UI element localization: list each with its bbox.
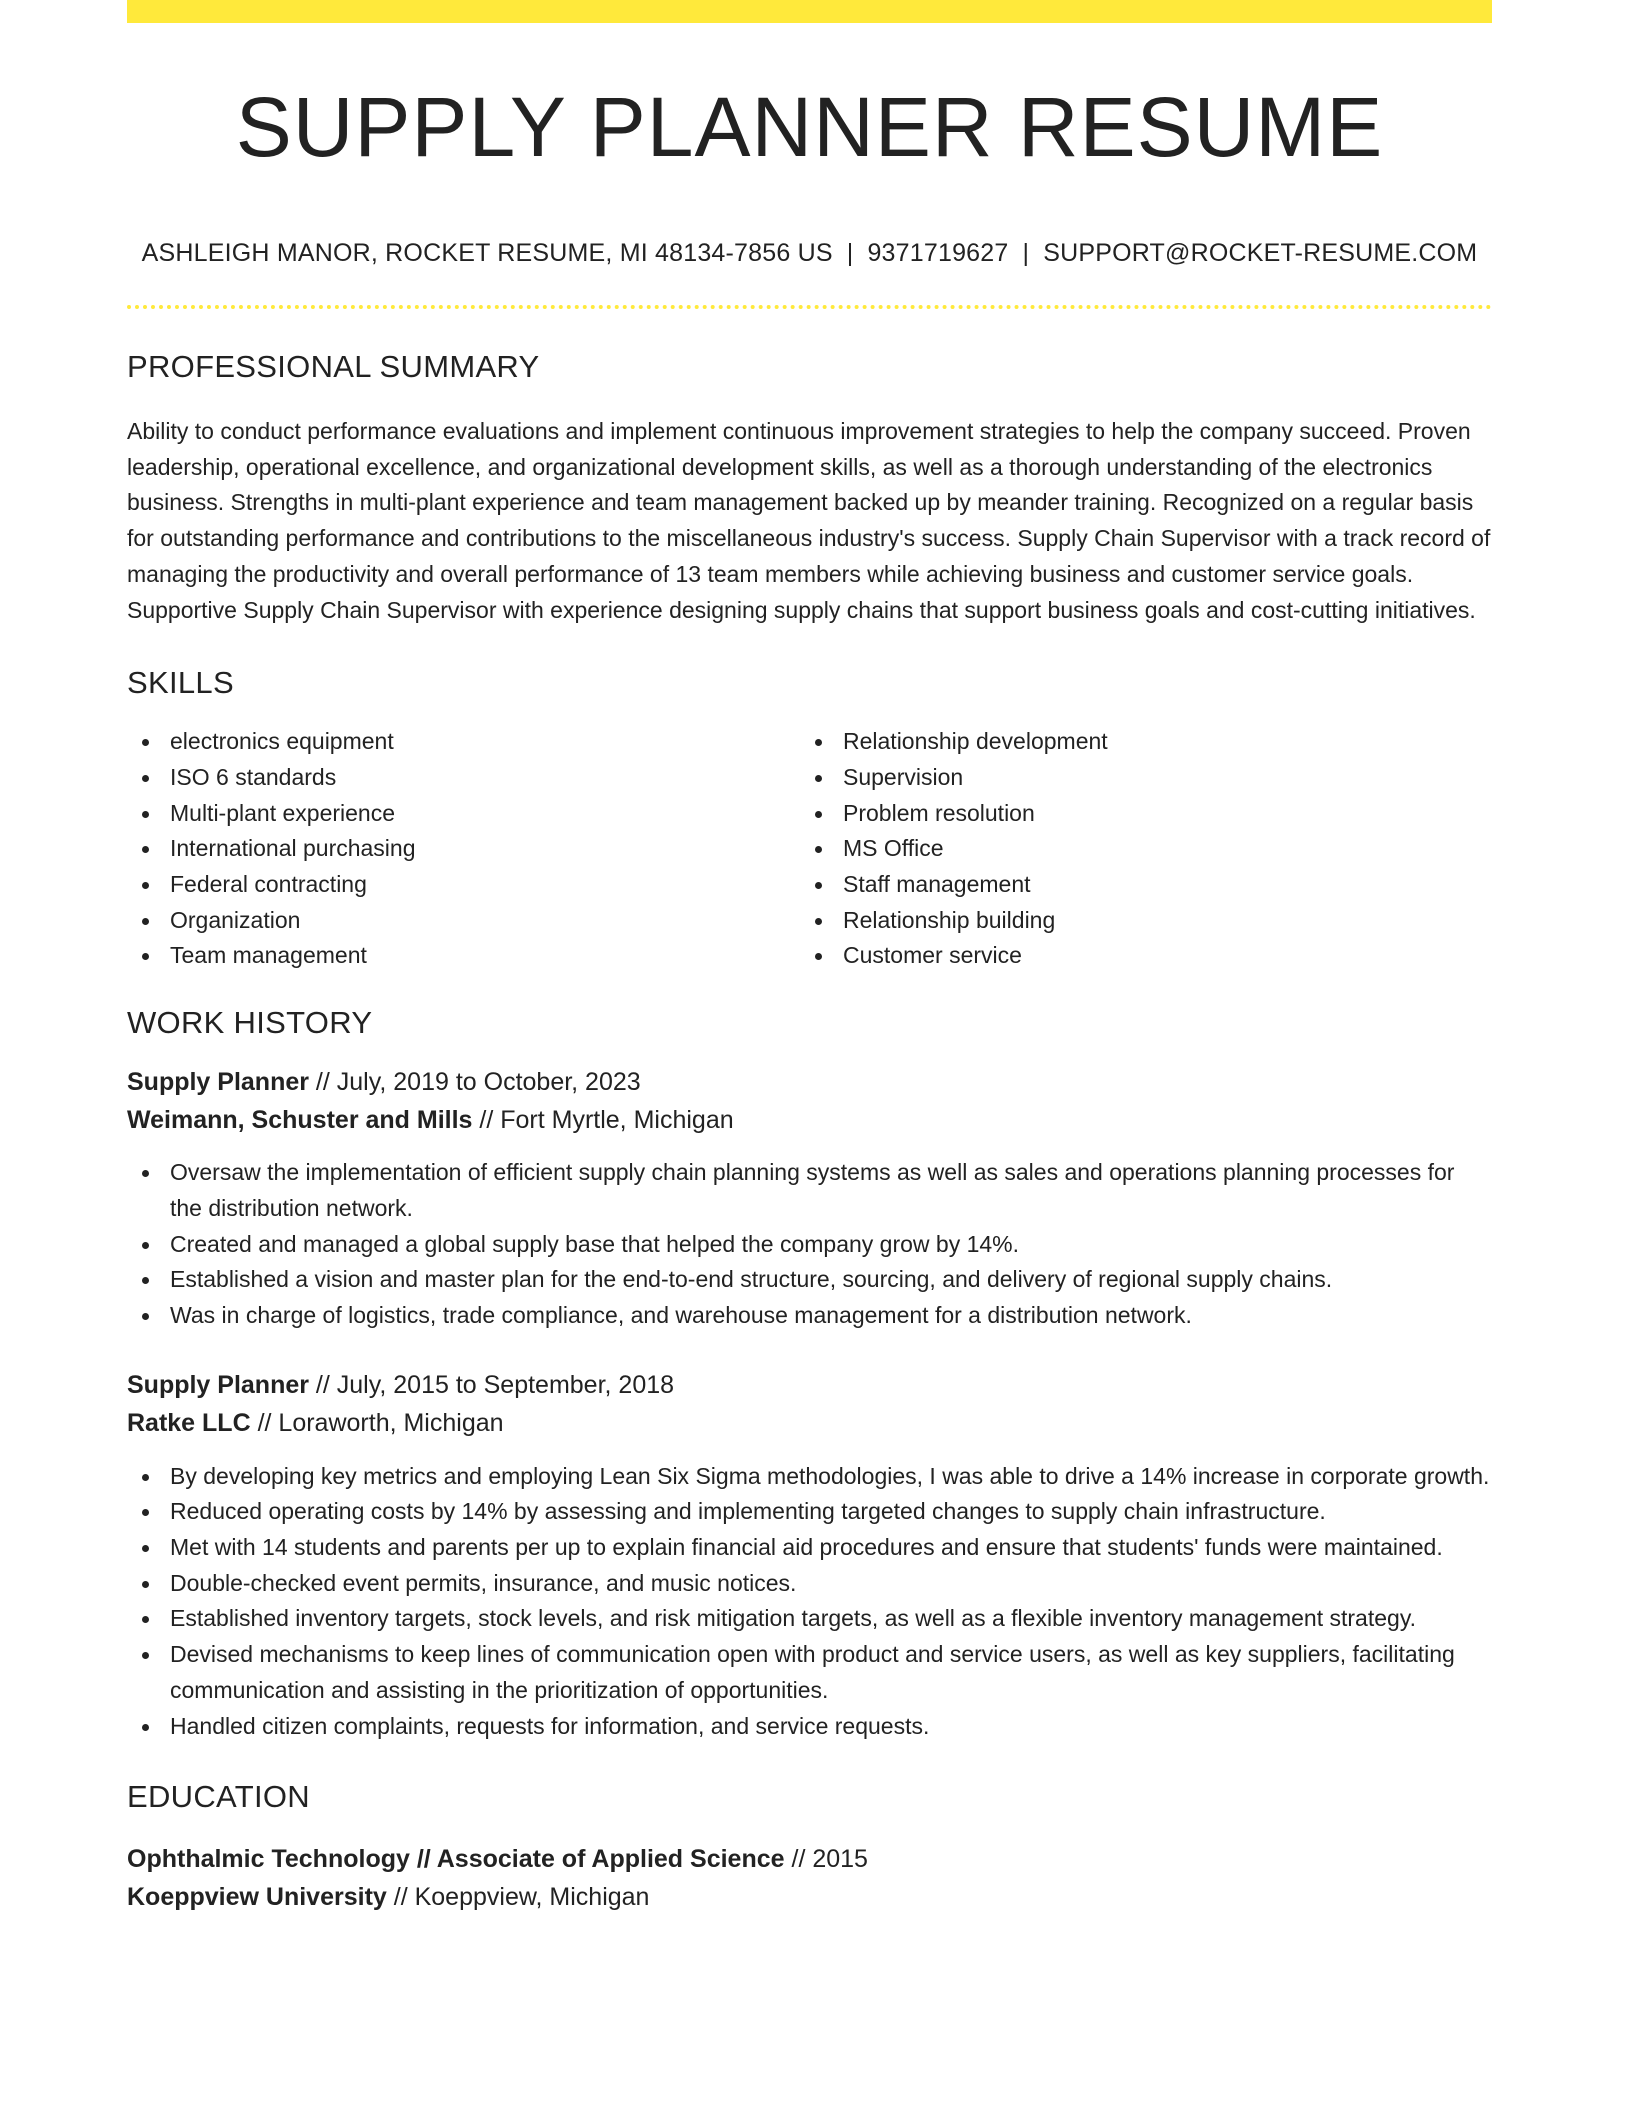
contact-email: SUPPORT@ROCKET-RESUME.COM — [1043, 239, 1478, 267]
job-company: Ratke LLC — [127, 1408, 251, 1437]
skill-item: Team management — [127, 938, 800, 974]
skill-item: Relationship development — [800, 724, 1473, 760]
job-title: Supply Planner — [127, 1068, 309, 1097]
work-history-heading: WORK HISTORY — [127, 1005, 373, 1041]
job-bullet: Double-checked event permits, insurance, and music notices. — [127, 1566, 1492, 1602]
education-school: Koeppview University — [127, 1883, 387, 1912]
skills-left-list — [127, 724, 800, 974]
job-bullet: Oversaw the implementation of efficient supply chain planning systems as well as sales and operations planning processes for the distribution network. — [127, 1155, 1492, 1226]
job-company-line — [127, 1101, 1492, 1139]
skill-item: Multi-plant experience — [127, 796, 800, 832]
skill-item: ISO 6 standards — [127, 760, 800, 796]
job-title-line — [127, 1366, 1492, 1404]
contact-separator: | — [846, 239, 854, 267]
contact-separator: | — [1022, 239, 1030, 267]
job-dates: // July, 2015 to September, 2018 — [308, 1370, 675, 1399]
dotted-divider — [127, 305, 1492, 309]
job-company: Weimann, Schuster and Mills — [127, 1106, 473, 1135]
job-dates: // July, 2019 to October, 2023 — [308, 1068, 641, 1097]
job-bullet: Established inventory targets, stock levels, and risk mitigation targets, as well as a flexible inventory management strategy. — [127, 1601, 1492, 1637]
job-bullet: Met with 14 students and parents per up to explain financial aid procedures and ensure that students' funds were maintained. — [127, 1530, 1492, 1566]
skill-item: Relationship building — [800, 903, 1473, 939]
skills-heading: SKILLS — [127, 665, 234, 701]
top-accent-bar — [127, 0, 1492, 23]
skill-item: Federal contracting — [127, 867, 800, 903]
education-school-line — [127, 1878, 1492, 1916]
job-bullet: Reduced operating costs by 14% by assessing and implementing targeted changes to supply chain infrastructure. — [127, 1494, 1492, 1530]
resume-title: SUPPLY PLANNER RESUME — [235, 80, 1384, 174]
skill-item: Customer service — [800, 938, 1473, 974]
education-year: // 2015 — [784, 1845, 868, 1874]
skill-item: International purchasing — [127, 831, 800, 867]
job-location: // Fort Myrtle, Michigan — [472, 1106, 734, 1135]
skill-item: Organization — [127, 903, 800, 939]
job-bullet: Created and managed a global supply base that helped the company grow by 14%. — [127, 1227, 1492, 1263]
job-bullet: Was in charge of logistics, trade compliance, and warehouse management for a distribution network. — [127, 1298, 1492, 1334]
skill-item: MS Office — [800, 831, 1473, 867]
resume-page — [127, 0, 1492, 1916]
education-heading: EDUCATION — [127, 1779, 310, 1815]
job-bullets — [127, 1155, 1492, 1334]
job-bullet: Devised mechanisms to keep lines of communication open with product and service users, as well as key suppliers, facilitating communication and assisting in the prioritization of opportunities. — [127, 1637, 1492, 1708]
skill-item: Supervision — [800, 760, 1473, 796]
contact-phone: 9371719627 — [867, 239, 1009, 267]
job-bullet: Handled citizen complaints, requests for information, and service requests. — [127, 1709, 1492, 1745]
job-bullets — [127, 1459, 1492, 1745]
skills-right-list — [800, 724, 1473, 974]
contact-line — [127, 241, 1492, 266]
skill-item: Staff management — [800, 867, 1473, 903]
job-company-line — [127, 1404, 1492, 1442]
summary-heading: PROFESSIONAL SUMMARY — [127, 349, 540, 384]
education-degree: Ophthalmic Technology // Associate of Applied Science — [127, 1845, 785, 1874]
job-location: // Loraworth, Michigan — [250, 1408, 504, 1437]
skill-item: electronics equipment — [127, 724, 800, 760]
contact-address: ASHLEIGH MANOR, ROCKET RESUME, MI 48134-7856 US — [141, 239, 833, 267]
skill-item: Problem resolution — [800, 796, 1473, 832]
skills-columns — [127, 724, 1492, 974]
job-bullet: Established a vision and master plan for the end-to-end structure, sourcing, and delivery of regional supply chains. — [127, 1262, 1492, 1298]
summary-text: Ability to conduct performance evaluations and implement continuous improvement strategies to help the company succeed. Proven leadership, operational excellence, and organizational development skills, as well as a thorough understanding of the electronics business. Strengths in multi-plant experience and team management backed up by meander training. Recognized on a regular basis for outstanding performance and contributions to the miscellaneous industry's success. Supply Chain Supervisor with a track record of managing the productivity and overall performance of 13 team members while achieving business and customer service goals. Supportive Supply Chain Supervisor with experience designing supply chains that support business goals and cost-cutting initiatives. — [127, 418, 1491, 623]
job-title: Supply Planner — [127, 1370, 309, 1399]
job-title-line — [127, 1063, 1492, 1101]
education-location: // Koeppview, Michigan — [386, 1883, 650, 1912]
job-bullet: By developing key metrics and employing Lean Six Sigma methodologies, I was able to drive a 14% increase in corporate growth. — [127, 1459, 1492, 1495]
education-degree-line — [127, 1840, 1492, 1878]
